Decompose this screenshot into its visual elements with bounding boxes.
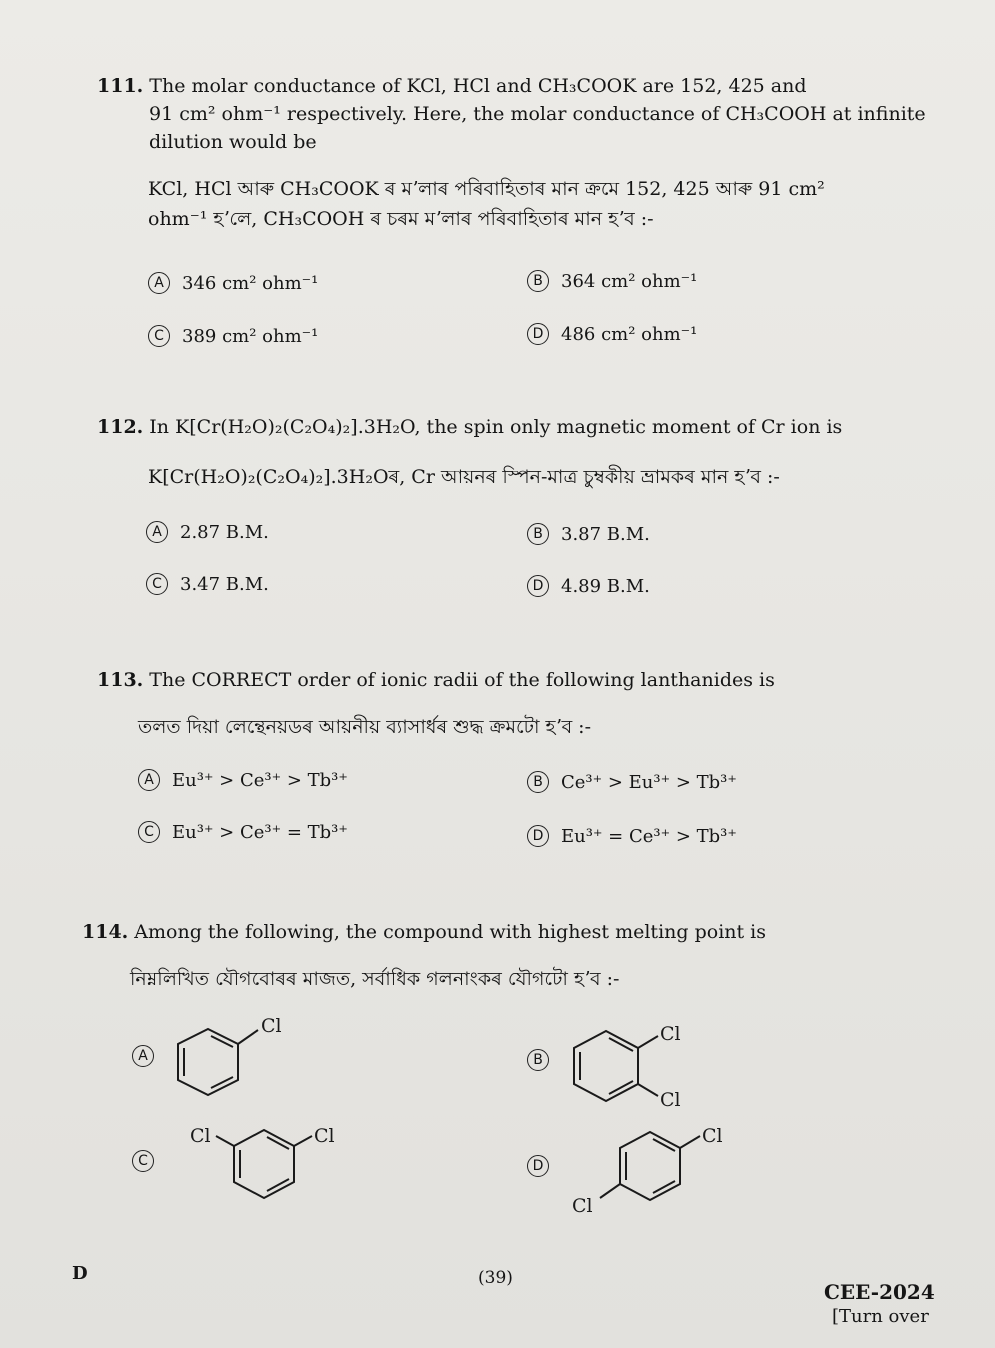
option-text: 346 cm² ohm⁻¹ xyxy=(182,272,319,294)
option-letter: B xyxy=(527,523,549,545)
c-cl-bond xyxy=(294,1136,312,1146)
benzene-ring xyxy=(234,1130,294,1198)
chlorine-label: Cl xyxy=(660,1023,681,1045)
benzene-ring xyxy=(620,1132,680,1200)
option-d[interactable] xyxy=(527,825,737,847)
option-c[interactable] xyxy=(132,1150,166,1172)
option-text: 2.87 B.M. xyxy=(180,521,269,543)
double-bond xyxy=(653,1139,675,1151)
option-a[interactable] xyxy=(132,1045,166,1067)
assamese-text-line: নিম্নলিখিত যৌগবোৰৰ মাজত, সৰ্বাধিক গলনাংকৰ যৌগটো হʼব :- xyxy=(130,968,620,990)
option-c[interactable] xyxy=(138,821,348,843)
option-b[interactable] xyxy=(527,1049,561,1071)
question-number: 112. xyxy=(97,416,144,438)
option-a[interactable] xyxy=(138,769,348,791)
chlorine-label: Cl xyxy=(702,1125,723,1147)
option-letter: A xyxy=(138,769,160,791)
chlorine-label: Cl xyxy=(314,1125,335,1147)
question-114-assamese xyxy=(130,964,910,994)
option-letter: D xyxy=(527,825,549,847)
question-text-line: In K[Cr(H₂O)₂(C₂O₄)₂].3H₂O, the spin only magnetic moment of Cr ion is xyxy=(149,416,843,438)
assamese-text-line: ohm⁻¹ হʼলে, CH₃COOH ৰ চৰম মʼলাৰ পৰিবাহিতাৰ মান হʼব :- xyxy=(148,208,654,230)
option-b[interactable] xyxy=(527,523,650,545)
option-letter: B xyxy=(527,771,549,793)
chlorine-label: Cl xyxy=(261,1015,282,1037)
option-letter: A xyxy=(132,1045,154,1067)
assamese-text-line: K[Cr(H₂O)₂(C₂O₄)₂].3H₂Oৰ, Cr আয়নৰ স্পিন-মাত্ৰ চুম্বকীয় ভ্ৰামকৰ মান হʼব :- xyxy=(148,466,780,488)
option-letter: B xyxy=(527,1049,549,1071)
para-dichlorobenzene-structure xyxy=(568,1120,748,1220)
c-cl-bond xyxy=(638,1036,658,1048)
chlorine-label: Cl xyxy=(572,1195,593,1217)
question-text-line: 91 cm² ohm⁻¹ respectively. Here, the molar conductance of CH₃COOH at infinite xyxy=(149,103,926,125)
benzene-ring xyxy=(574,1031,638,1101)
option-letter: C xyxy=(132,1150,154,1172)
c-cl-bond xyxy=(680,1136,700,1148)
option-text: Ce³⁺ > Eu³⁺ > Tb³⁺ xyxy=(561,771,737,793)
chlorine-label: Cl xyxy=(660,1089,681,1111)
question-number: 113. xyxy=(97,669,144,691)
double-bond xyxy=(211,1077,233,1088)
option-letter: A xyxy=(146,521,168,543)
option-text: Eu³⁺ > Ce³⁺ = Tb³⁺ xyxy=(172,821,348,843)
option-letter: D xyxy=(527,575,549,597)
option-d[interactable] xyxy=(527,575,650,597)
question-set-label: D xyxy=(72,1263,88,1284)
option-c[interactable] xyxy=(148,325,318,347)
double-bond xyxy=(267,1179,289,1191)
ortho-dichlorobenzene-structure xyxy=(566,1016,706,1116)
option-letter: C xyxy=(138,821,160,843)
turn-over-note: [Turn over xyxy=(832,1306,929,1327)
option-a[interactable] xyxy=(148,272,318,294)
option-d[interactable] xyxy=(527,323,697,345)
question-text-line: The CORRECT order of ionic radii of the following lanthanides is xyxy=(149,669,775,691)
question-number: 111. xyxy=(97,75,144,97)
option-text: 389 cm² ohm⁻¹ xyxy=(182,325,319,347)
question-111-english xyxy=(97,72,927,156)
option-d[interactable] xyxy=(527,1155,561,1177)
option-letter: D xyxy=(527,1155,549,1177)
question-114-english xyxy=(82,918,932,946)
c-cl-bond xyxy=(238,1030,258,1044)
option-b[interactable] xyxy=(527,270,697,292)
chlorine-label: Cl xyxy=(190,1125,211,1147)
question-text-line: dilution would be xyxy=(149,131,317,153)
benzene-ring xyxy=(178,1029,238,1095)
page-number: (39) xyxy=(478,1268,513,1288)
option-letter: D xyxy=(527,323,549,345)
c-cl-bond xyxy=(600,1184,620,1198)
option-text: 4.89 B.M. xyxy=(561,575,650,597)
question-112-english xyxy=(97,413,927,441)
c-cl-bond xyxy=(216,1136,234,1146)
option-a[interactable] xyxy=(146,521,269,543)
option-text: 3.87 B.M. xyxy=(561,523,650,545)
option-b[interactable] xyxy=(527,771,737,793)
option-letter: B xyxy=(527,270,549,292)
option-text: 3.47 B.M. xyxy=(180,573,269,595)
option-letter: C xyxy=(146,573,168,595)
option-text: Eu³⁺ = Ce³⁺ > Tb³⁺ xyxy=(561,825,737,847)
question-113-assamese xyxy=(138,712,918,742)
option-text: 364 cm² ohm⁻¹ xyxy=(561,270,698,292)
double-bond xyxy=(267,1137,289,1149)
question-112-assamese xyxy=(148,462,928,492)
option-letter: A xyxy=(148,272,170,294)
question-number: 114. xyxy=(82,921,129,943)
option-text: Eu³⁺ > Ce³⁺ > Tb³⁺ xyxy=(172,769,348,791)
double-bond xyxy=(211,1036,233,1047)
assamese-text-line: তলত দিয়া লেন্থেনয়ডৰ আয়নীয় ব্যাসাৰ্ধৰ শুদ্ধ ক্ৰমটো হʼব :- xyxy=(138,716,592,738)
double-bond xyxy=(653,1181,675,1193)
meta-dichlorobenzene-structure xyxy=(186,1122,346,1212)
option-text: 486 cm² ohm⁻¹ xyxy=(561,323,698,345)
option-letter: C xyxy=(148,325,170,347)
chlorobenzene-structure xyxy=(168,1012,308,1102)
c-cl-bond xyxy=(638,1084,658,1096)
option-c[interactable] xyxy=(146,573,269,595)
assamese-text-line: KCl, HCl আৰু CH₃COOK ৰ মʼলাৰ পৰিবাহিতাৰ মান ক্ৰমে 152, 425 আৰু 91 cm² xyxy=(148,178,825,200)
question-113-english xyxy=(97,666,927,694)
question-text-line: The molar conductance of KCl, HCl and CH₃COOK are 152, 425 and xyxy=(149,75,807,97)
question-text-line: Among the following, the compound with highest melting point is xyxy=(134,921,767,943)
exam-code: CEE-2024 xyxy=(824,1280,935,1304)
question-111-assamese xyxy=(148,174,928,234)
